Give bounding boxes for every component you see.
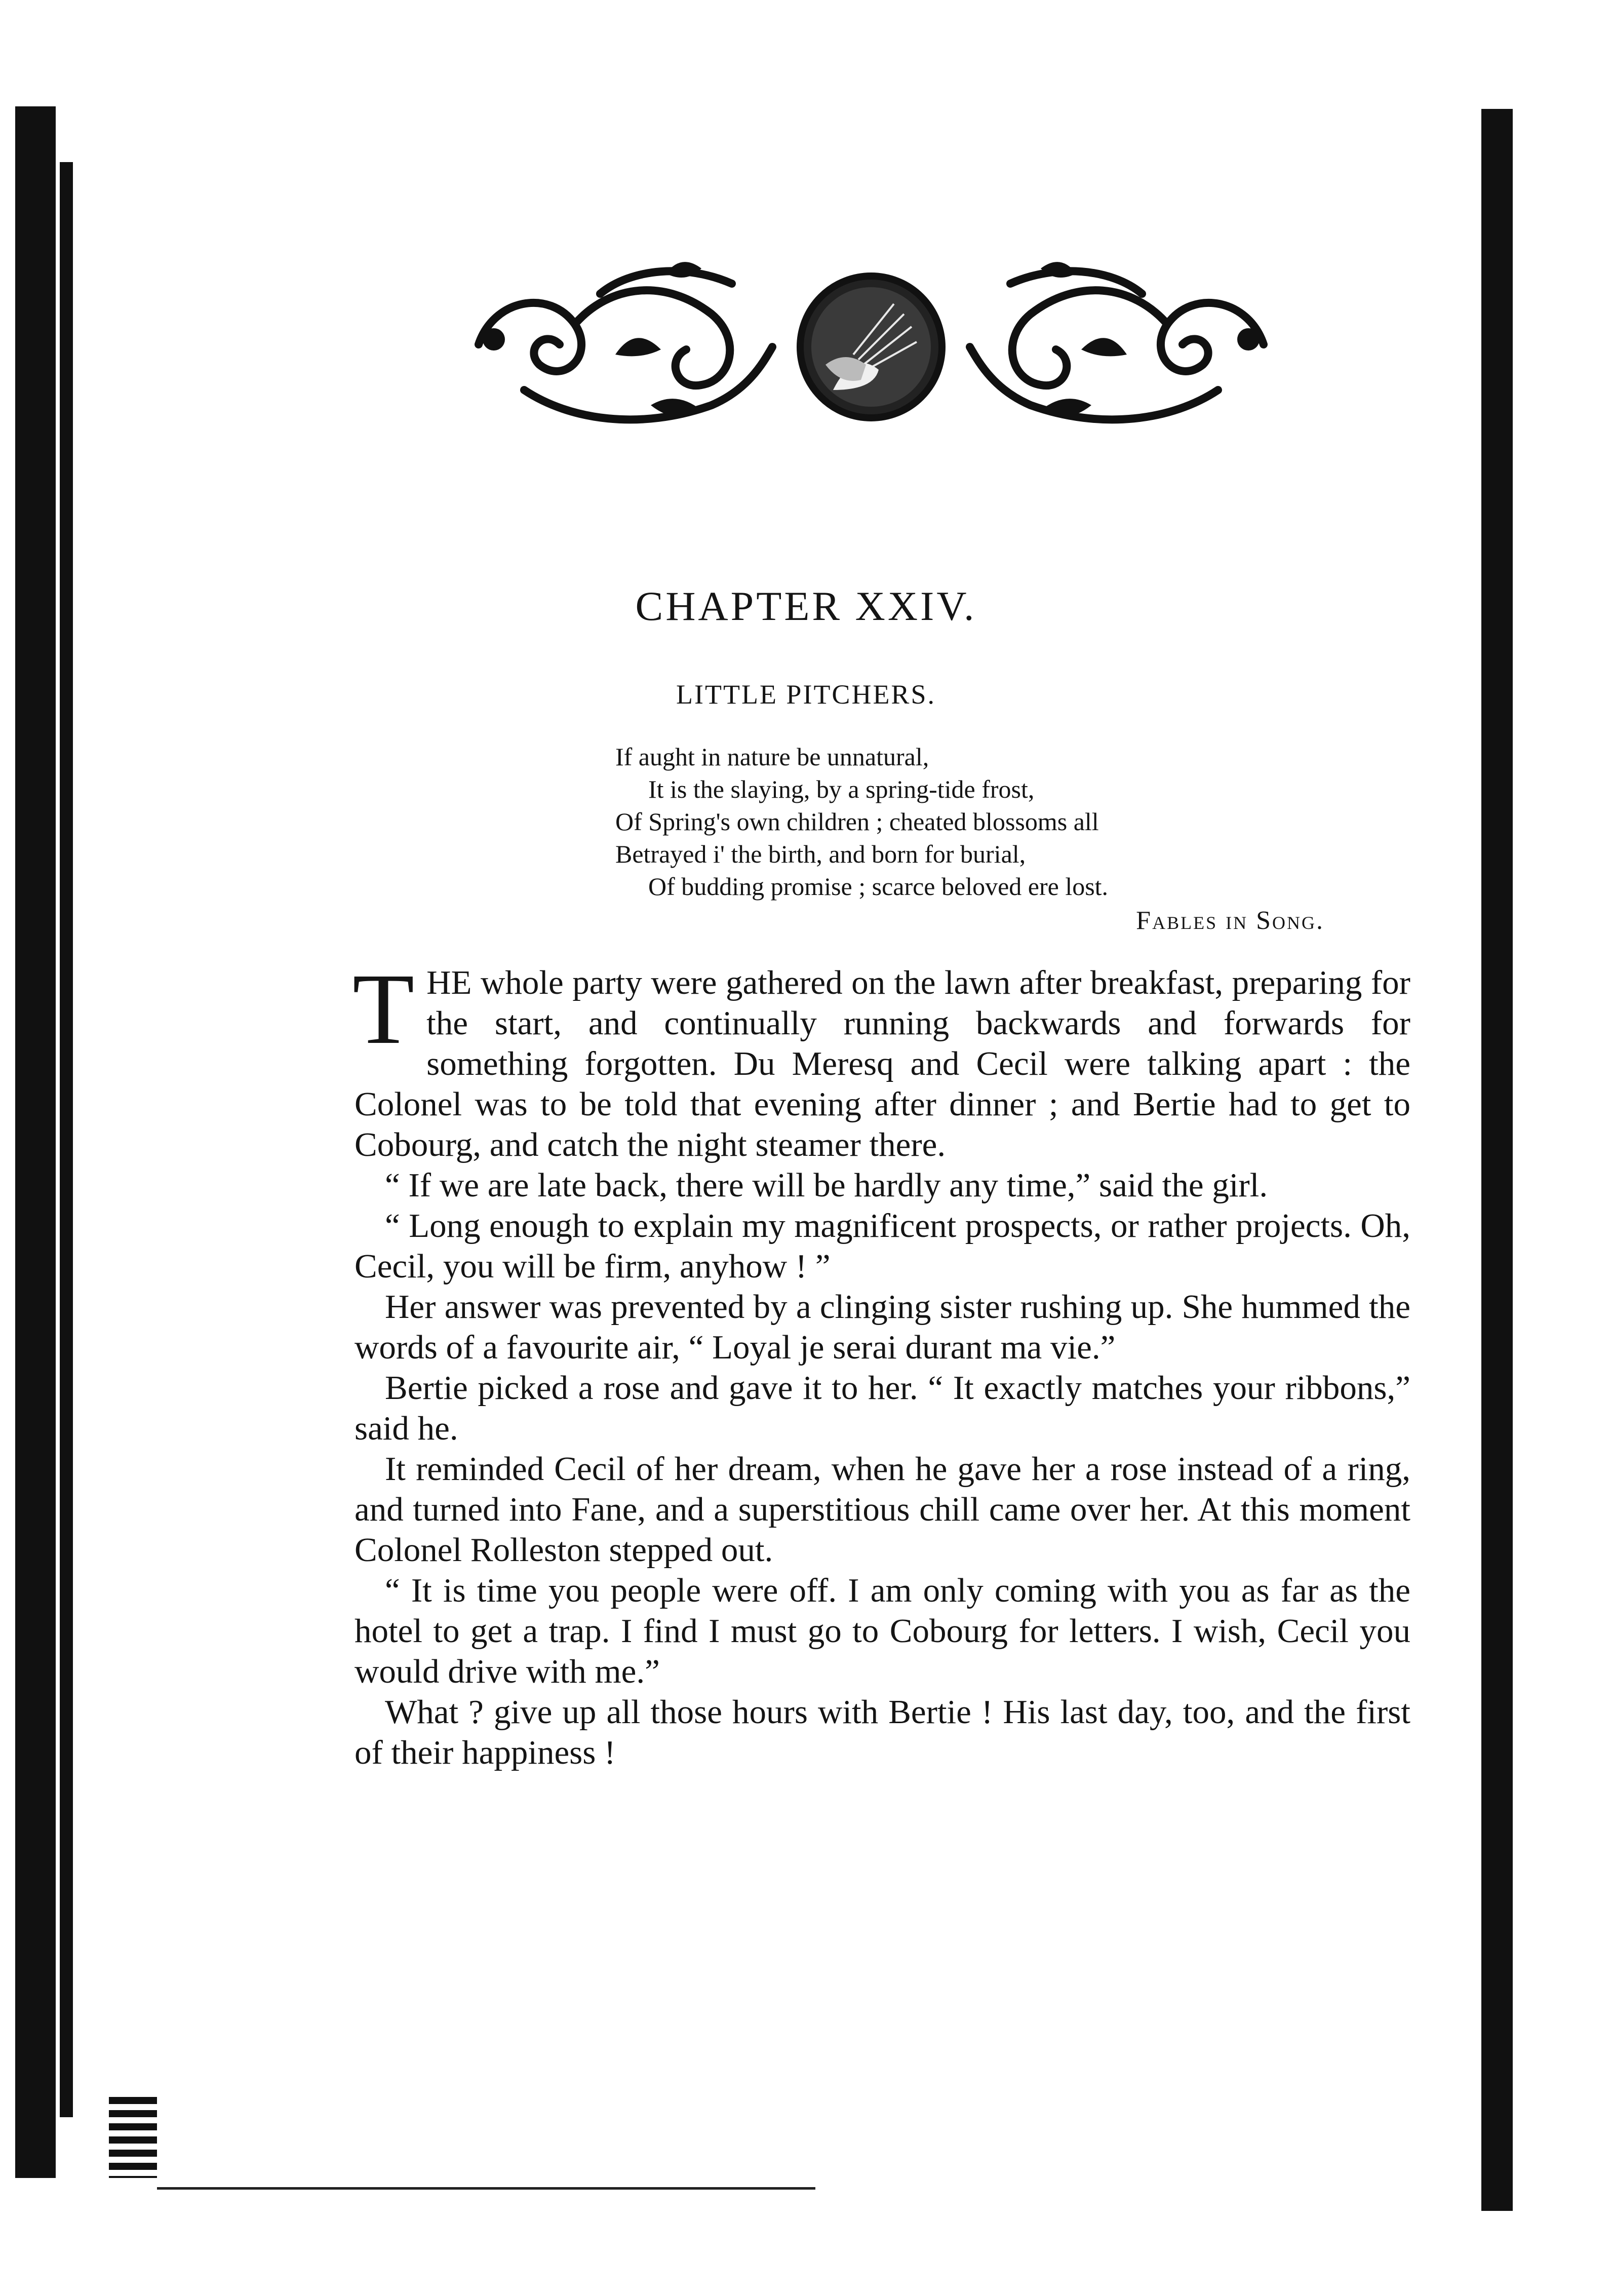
drop-cap: T [352,953,415,1065]
epigraph-line: If aught in nature be unnatural, [615,743,929,771]
epigraph-line: Of Spring's own children ; cheated blossoms all [615,807,1099,836]
paragraph: Bertie picked a rose and gave it to her. “ It exactly matches your ribbons,” said he. [355,1369,1410,1447]
paragraph: What ? give up all those hours with Bertie ! His last day, too, and the first of their happiness ! [355,1693,1410,1771]
epigraph-line: Of budding promise ; scarce beloved ere lost. [648,872,1109,901]
epigraph-source: Fables in Song. [1136,906,1324,935]
paragraph [352,953,1410,1165]
chapter-title: CHAPTER XXIV. [635,583,977,629]
epigraph [615,741,1324,937]
headpiece-ornament [448,238,1294,456]
paragraph: It reminded Cecil of her dream, when he gave her a rose instead of a ring, and turned into Fane, and a superstitious chill came over her. At this moment Colonel Rolleston stepped out. [355,1450,1410,1569]
binding-edge-left [15,106,56,2178]
chapter-subtitle: LITTLE PITCHERS. [676,679,936,710]
binding-edge-inner [60,162,73,2117]
paragraph-text: HE whole party were gathered on the lawn after breakfast, preparing for the start, and continually running backwards and forwards for something forgotten. Du Meresq and Cecil were talking apart : the Colonel was to be told that evening after dinner ; and Bertie had to get to Cobourg, and catch the night steamer there. [355,964,1410,1163]
binding-stripes [109,2097,157,2178]
paragraph: “ It is time you people were off. I am only coming with you as far as the hotel to get a trap. I find I must go to Cobourg for letters. I wish, Cecil you would drive with me.” [355,1572,1410,1690]
page-edge-bottom [157,2187,815,2190]
epigraph-line: Betrayed i' the birth, and born for burial, [615,840,1026,868]
page-edge-right [1481,109,1513,2211]
paragraph: “ If we are late back, there will be hardly any time,” said the girl. [385,1166,1268,1204]
paragraph: Her answer was prevented by a clinging sister rushing up. She hummed the words of a favourite air, “ Loyal je serai durant ma vie.” [355,1288,1410,1366]
paragraph: “ Long enough to explain my magnificent prospects, or rather projects. Oh, Cecil, you will be firm, anyhow ! ” [355,1207,1410,1285]
epigraph-line: It is the slaying, by a spring-tide frost, [648,775,1035,803]
body-text [352,953,1410,1773]
